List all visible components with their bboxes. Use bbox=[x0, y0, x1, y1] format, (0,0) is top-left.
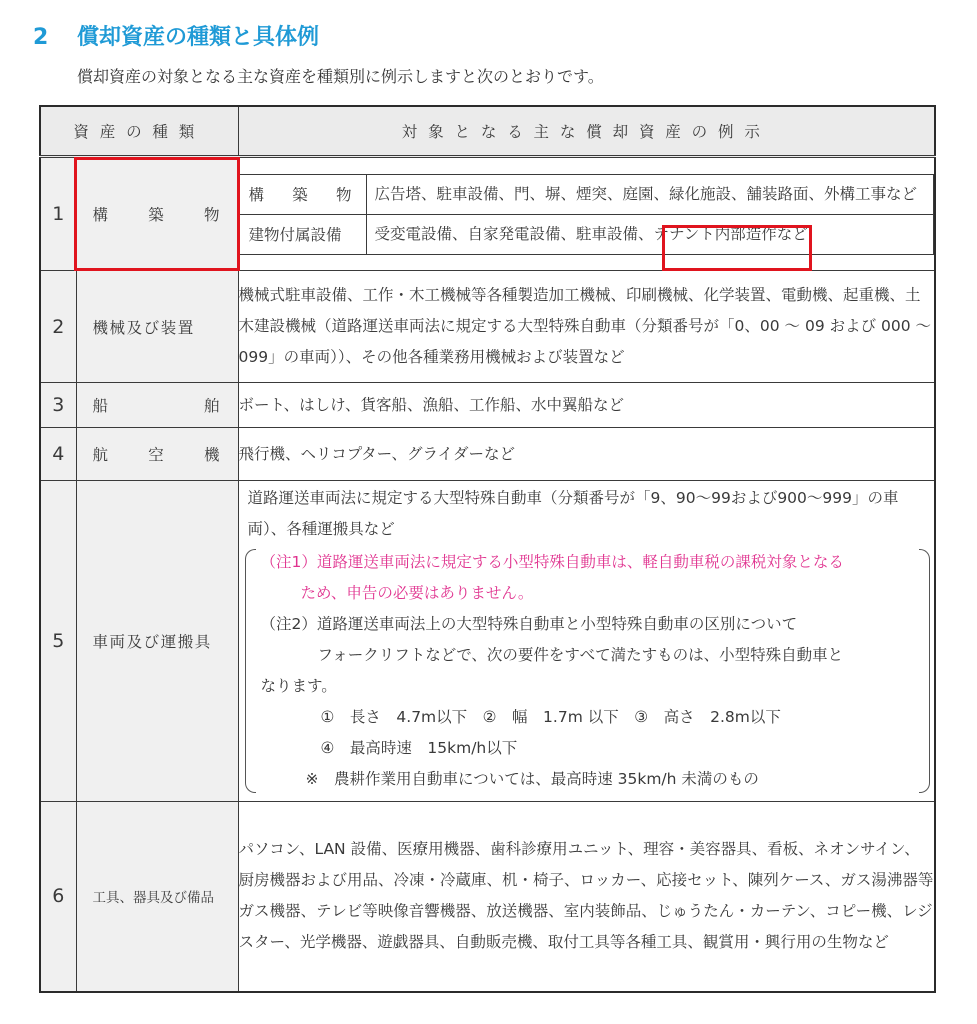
note-2-line-2: フォークリフトなどで、次の要件をすべて満たすものは、小型特殊自動車と bbox=[317, 646, 844, 664]
asset-types-table bbox=[39, 105, 936, 993]
note-1-line-1: （注1）道路運送車両法に規定する小型特殊自動車は、軽自動車税の課税対象となる bbox=[260, 553, 844, 571]
structure-subtable bbox=[239, 174, 934, 255]
note-1-line-2: ため、申告の必要はありません。 bbox=[300, 584, 534, 602]
intro-text: 償却資産の対象となる主な資産を種類別に例示しますと次のとおりです。 bbox=[77, 67, 604, 86]
section-heading bbox=[33, 20, 319, 51]
asset-type-cell: 構 築 物 bbox=[76, 157, 238, 271]
table-row bbox=[40, 157, 935, 271]
table-header-row bbox=[40, 106, 935, 157]
asset-type-cell: 機械及び装置 bbox=[76, 271, 238, 383]
requirement-line-3: ※ 農耕作業用自動車については、最高時速 35km/h 未満のもの bbox=[305, 770, 759, 788]
header-asset-type: 資産の種類 bbox=[40, 106, 238, 157]
note-2-line-3: なります。 bbox=[260, 677, 337, 695]
subcategory-structure: 構 築 物 bbox=[239, 174, 366, 214]
table-row bbox=[40, 383, 935, 428]
row-number: 1 bbox=[40, 157, 76, 271]
header-examples: 対象となる主な償却資産の例示 bbox=[238, 106, 935, 157]
examples-cell bbox=[238, 157, 935, 271]
note-2-line-1: （注2）道路運送車両法上の大型特殊自動車と小型特殊自動車の区別について bbox=[260, 615, 798, 633]
row-number: 5 bbox=[40, 481, 76, 802]
notes-box bbox=[245, 547, 930, 795]
examples-cell: ボート、はしけ、貨客船、漁船、工作船、水中翼船など bbox=[238, 383, 935, 428]
bracket-left bbox=[245, 549, 256, 793]
asset-type-cell: 船 舶 bbox=[76, 383, 238, 428]
examples-cell bbox=[238, 481, 935, 802]
asset-type-cell: 工具、器具及び備品 bbox=[76, 802, 238, 992]
examples-cell: パソコン、LAN 設備、医療用機器、歯科診療用ユニット、理容・美容器具、看板、ネオンサイン、厨房機器および用品、冷凍・冷蔵庫、机・椅子、ロッカー、応接セット、陳列ケース、ガス湯沸器等ガス機器、テレビ等映像音響機器、放送機器、室内装飾品、じゅうたん・カーテン、コピー機、レジスター、光学機器、遊戯器具、自動販売機、取付工具等各種工具、観賞用・興行用の生物など bbox=[238, 802, 935, 992]
asset-type-cell: 車両及び運搬具 bbox=[76, 481, 238, 802]
row-number: 2 bbox=[40, 271, 76, 383]
table-row bbox=[40, 428, 935, 481]
table-row bbox=[40, 481, 935, 802]
examples-cell: 機械式駐車設備、工作・木工機械等各種製造加工機械、印刷機械、化学装置、電動機、起重機、土木建設機械（道路運送車両法に規定する大型特殊自動車（分類番号が「0、00 〜 09 および 000 〜 099」の車両））、その他各種業務用機械および装置など bbox=[238, 271, 935, 383]
requirement-line-1: ① 長さ 4.7m以下 ② 幅 1.7m 以下 ③ 高さ 2.8m以下 bbox=[320, 708, 781, 726]
row-number: 4 bbox=[40, 428, 76, 481]
structure-examples: 広告塔、駐車設備、門、塀、煙突、庭園、緑化施設、舗装路面、外構工事など bbox=[366, 174, 933, 214]
section-title: 償却資産の種類と具体例 bbox=[77, 25, 320, 50]
examples-cell: 飛行機、ヘリコプター、グライダーなど bbox=[238, 428, 935, 481]
row-number: 3 bbox=[40, 383, 76, 428]
requirement-line-2: ④ 最高時速 15km/h以下 bbox=[320, 739, 518, 757]
table-row bbox=[40, 802, 935, 992]
building-fixtures-examples: 受変電設備、自家発電設備、駐車設備、テナント内部造作など bbox=[366, 214, 933, 254]
table-row bbox=[40, 271, 935, 383]
subcategory-building-fixtures: 建物付属設備 bbox=[239, 214, 366, 254]
row-number: 6 bbox=[40, 802, 76, 992]
asset-type-cell: 航 空 機 bbox=[76, 428, 238, 481]
section-number: 2 bbox=[33, 25, 49, 50]
bracket-right bbox=[919, 549, 930, 793]
vehicles-text: 道路運送車両法に規定する大型特殊自動車（分類番号が「9、90〜99および900〜999」の車両）、各種運搬具など bbox=[247, 489, 899, 538]
